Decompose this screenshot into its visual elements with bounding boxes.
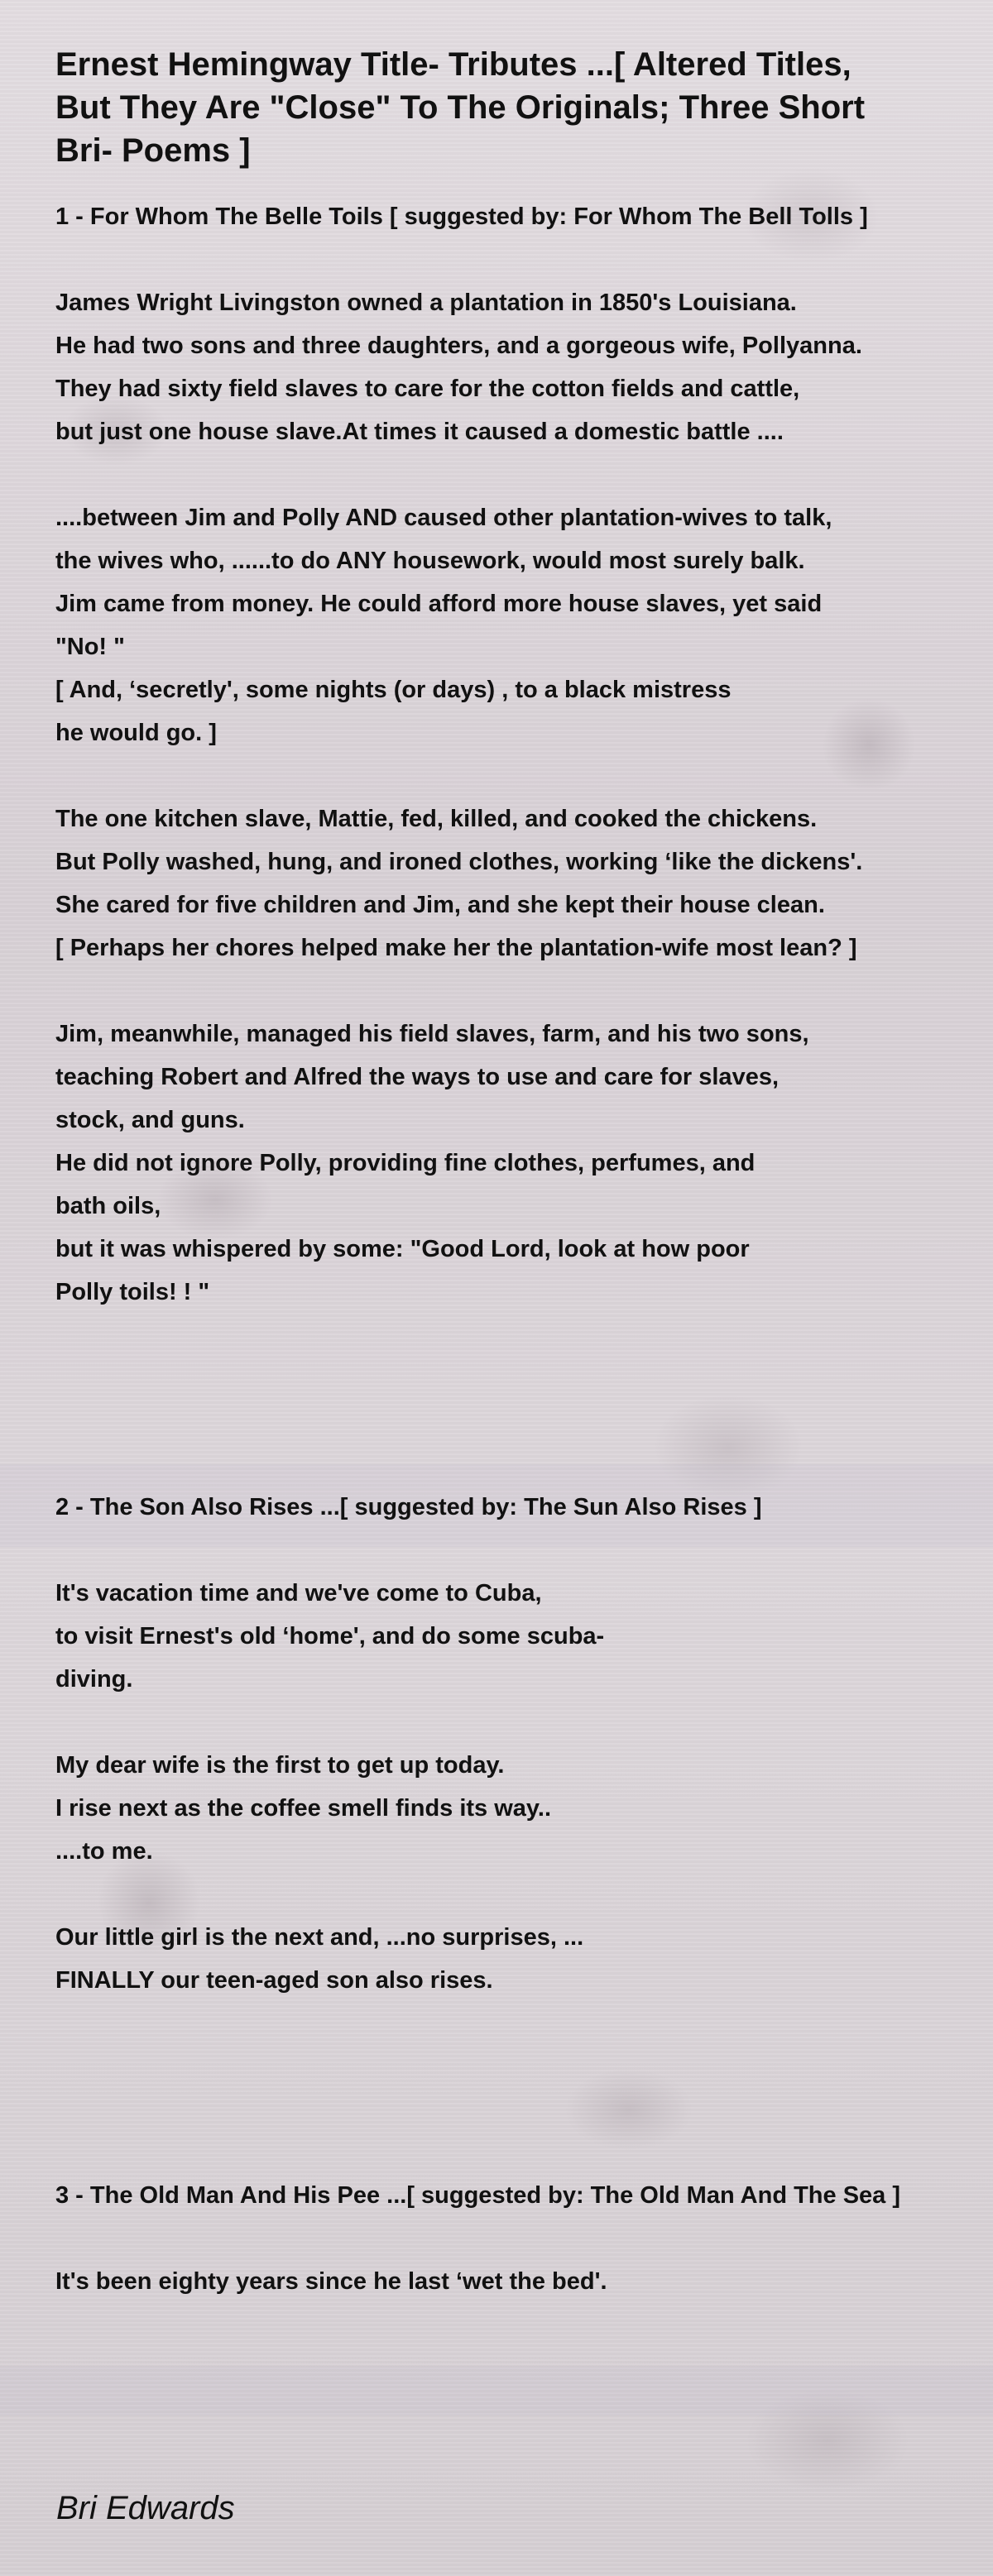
poem-line: James Wright Livingston owned a plantation in 1850's Louisiana. <box>55 290 797 316</box>
stanza <box>55 2260 982 2303</box>
stanza <box>55 496 982 754</box>
stanza <box>55 1744 982 1873</box>
section-heading: 1 - For Whom The Belle Toils [ suggested by: For Whom The Bell Tolls ] <box>55 203 868 230</box>
section-heading: 3 - The Old Man And His Pee ...[ suggested by: The Old Man And The Sea ] <box>55 2182 901 2209</box>
poem-line: He had two sons and three daughters, and a gorgeous wife, Pollyanna. <box>55 333 862 359</box>
poem-line: Polly toils! ! " <box>55 1279 210 1305</box>
poem-line: FINALLY our teen-aged son also rises. <box>55 1967 493 1994</box>
poem-line: [ And, ‘secretly', some nights (or days) , to a black mistress <box>55 677 732 703</box>
stanza <box>55 1916 982 2002</box>
poem-body <box>55 43 982 2303</box>
poem-line: It's vacation time and we've come to Cuba, <box>55 1580 542 1606</box>
background-band <box>0 2366 993 2416</box>
stanza <box>55 1572 982 1701</box>
author-name: Bri Edwards <box>56 2490 235 2526</box>
poem-line: to visit Ernest's old ‘home', and do some scuba- <box>55 1623 605 1650</box>
poem-line: They had sixty field slaves to care for the cotton fields and cattle, <box>55 376 800 402</box>
poem-section-2 <box>55 1486 982 2002</box>
poem-title: Ernest Hemingway Title- Tributes ...[ Altered Titles, But They Are "Close" To The Originals; Three Short Bri- Poems ] <box>55 46 866 169</box>
poem-line: I rise next as the coffee smell finds its way.. <box>55 1795 552 1822</box>
poem-section-3 <box>55 2174 982 2303</box>
poem-line: My dear wife is the first to get up today. <box>55 1752 505 1779</box>
section-heading: 2 - The Son Also Rises ...[ suggested by: The Sun Also Rises ] <box>55 1494 762 1520</box>
poem-line: teaching Robert and Alfred the ways to use and care for slaves, <box>55 1064 780 1090</box>
poem-line: ....between Jim and Polly AND caused other plantation-wives to talk, <box>55 505 832 531</box>
poem-section-1 <box>55 195 982 1314</box>
stanza <box>55 1013 982 1314</box>
poem-line: Jim came from money. He could afford more house slaves, yet said <box>55 591 823 617</box>
poem-line: he would go. ] <box>55 720 217 746</box>
poem-line: stock, and guns. <box>55 1107 245 1133</box>
poem-line: "No! " <box>55 634 125 660</box>
poem-line: The one kitchen slave, Mattie, fed, killed, and cooked the chickens. <box>55 806 818 832</box>
poem-line: diving. <box>55 1666 133 1693</box>
poem-line: but it was whispered by some: "Good Lord, look at how poor <box>55 1236 750 1262</box>
poem-line: But Polly washed, hung, and ironed clothes, working ‘like the dickens'. <box>55 849 863 875</box>
poem-line: It's been eighty years since he last ‘wet the bed'. <box>55 2268 607 2295</box>
poem-line: She cared for five children and Jim, and she kept their house clean. <box>55 892 825 918</box>
poem-line: bath oils, <box>55 1193 161 1219</box>
poem-line: ....to me. <box>55 1838 153 1865</box>
poem-line: Jim, meanwhile, managed his field slaves, farm, and his two sons, <box>55 1021 809 1047</box>
poem-line: the wives who, ......to do ANY housework, would most surely balk. <box>55 548 805 574</box>
poem-line: Our little girl is the next and, ...no surprises, ... <box>55 1924 584 1951</box>
poem-line: but just one house slave.At times it caused a domestic battle .... <box>55 419 784 445</box>
poem-line: He did not ignore Polly, providing fine clothes, perfumes, and <box>55 1150 756 1176</box>
stanza <box>55 281 982 453</box>
stanza <box>55 797 982 970</box>
poem-line: [ Perhaps her chores helped make her the plantation-wife most lean? ] <box>55 935 857 961</box>
